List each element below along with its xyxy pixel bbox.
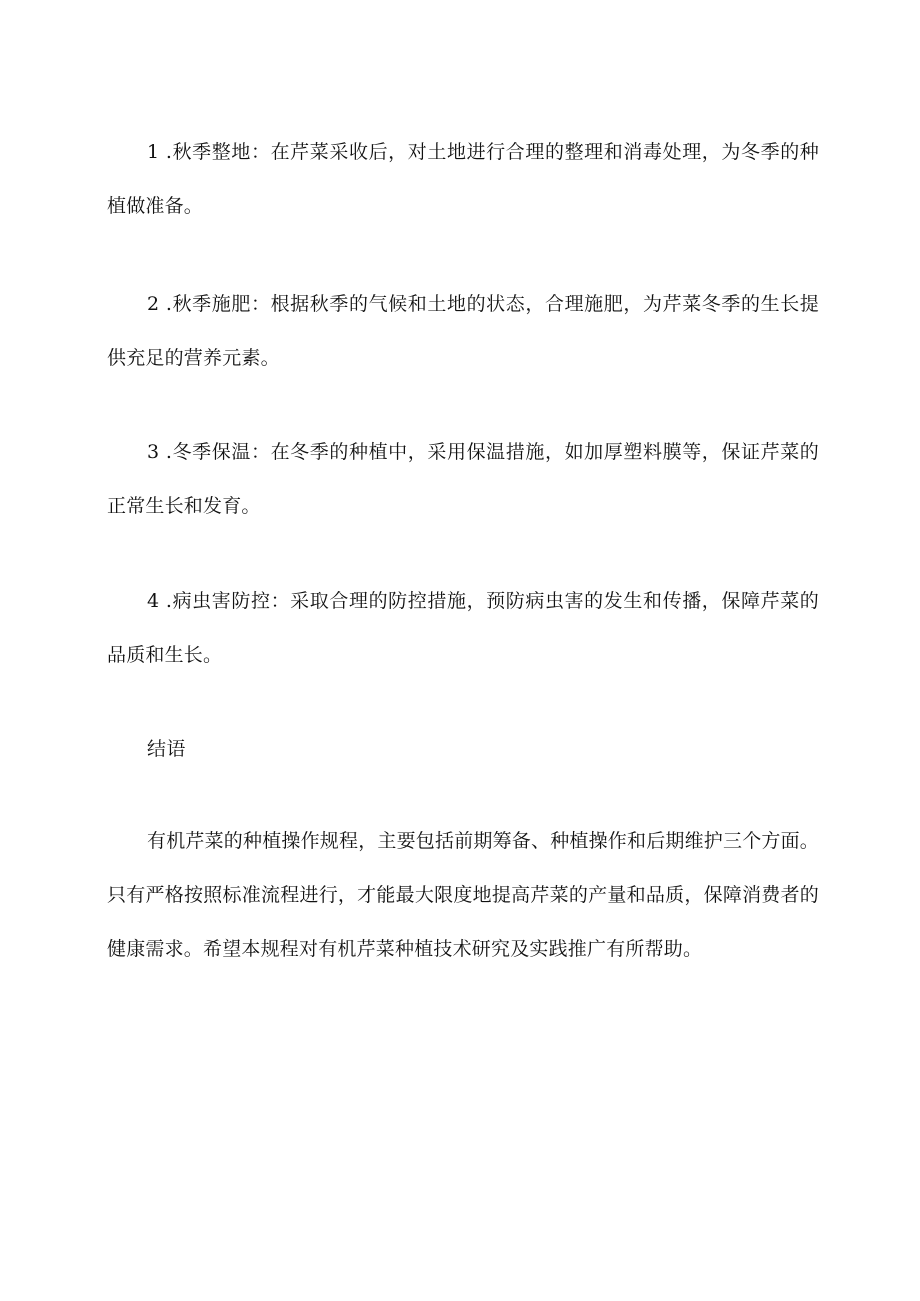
conclusion-paragraph: 有机芹菜的种植操作规程，主要包括前期筹备、种植操作和后期维护三个方面。只有严格按照标准流程进行，才能最大限度地提高芹菜的产量和品质，保障消费者的健康需求。希望本规程对有机芹菜种植技术研究及实践推广有所帮助。 xyxy=(107,830,820,960)
list-item-autumn-fertilizing: 2 .秋季施肥：根据秋季的气候和土地的状态，合理施肥，为芹菜冬季的生长提供充足的营养元素。 xyxy=(107,293,819,369)
section-heading-conclusion: 结语 xyxy=(147,738,187,760)
list-item-winter-insulation: 3 .冬季保温：在冬季的种植中，采用保温措施，如加厚塑料膜等，保证芹菜的正常生长和发育。 xyxy=(107,441,819,517)
list-item-pest-control: 4 .病虫害防控：采取合理的防控措施，预防病虫害的发生和传播，保障芹菜的品质和生长。 xyxy=(107,590,819,666)
list-item-autumn-land-preparation: 1 .秋季整地：在芹菜采收后，对土地进行合理的整理和消毒处理，为冬季的种植做准备。 xyxy=(107,141,819,217)
